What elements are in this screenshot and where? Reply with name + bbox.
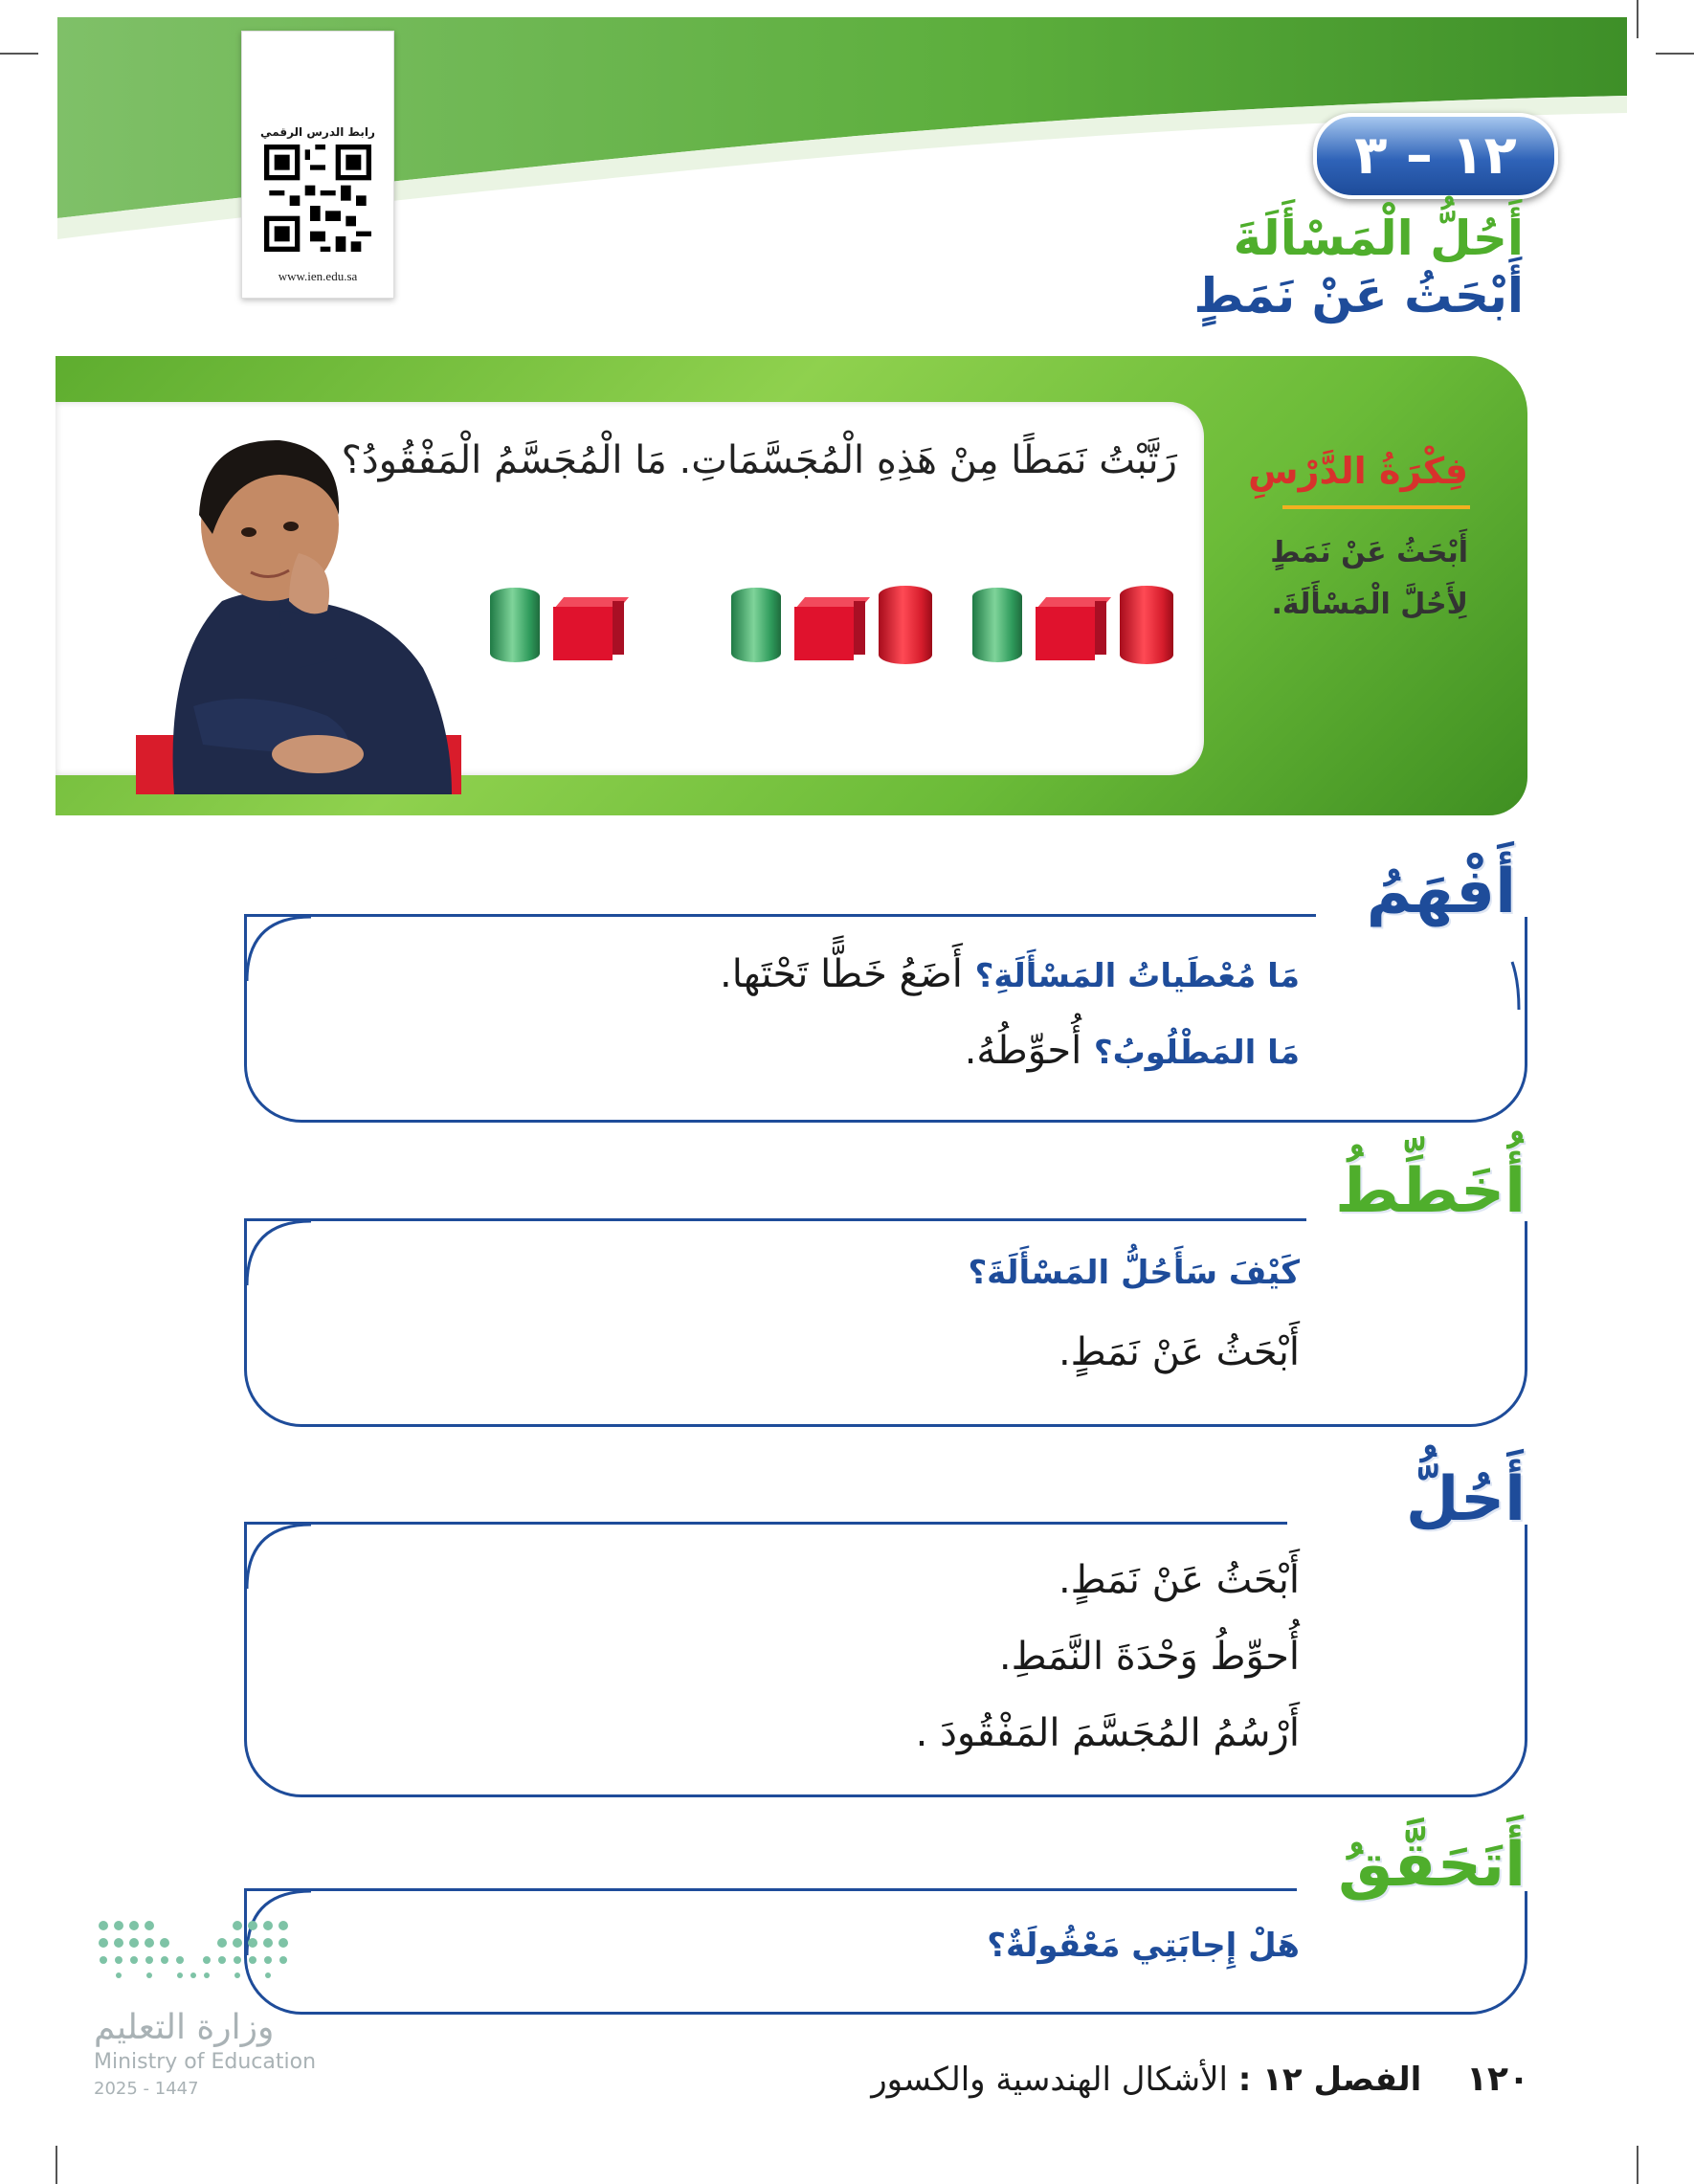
ministry-logo-icon — [94, 1914, 304, 2000]
box-corner — [244, 914, 311, 981]
red-cube — [794, 597, 867, 660]
check-box — [244, 1891, 1527, 2015]
section-title-understand: أَفْهَمُ — [1366, 857, 1516, 927]
green-cylinder — [972, 588, 1022, 662]
understand-box — [244, 917, 1527, 1123]
green-cylinder — [490, 588, 540, 662]
red-cylinder — [879, 586, 932, 664]
solve-line-1: أَبْحَثُ عَنْ نَمَطٍ. — [1058, 1558, 1300, 1602]
lesson-heading-blue: أَبْحَثُ عَنْ نَمَطٍ — [1193, 268, 1524, 323]
understand-question-2: مَا المَطْلُوبُ؟ — [1093, 1034, 1300, 1072]
section-title-check: أَتَحَقَّقُ — [1338, 1830, 1526, 1901]
understand-question-1: مَا مُعْطَياتُ المَسْأَلَةِ؟ — [974, 957, 1300, 995]
qr-code-icon[interactable] — [264, 145, 371, 252]
qr-url: www.ien.edu.sa — [278, 269, 358, 283]
plan-line-1 — [968, 1249, 1300, 1293]
crop-mark — [56, 2146, 57, 2184]
understand-answer-2: أُحوِّطُهُ. — [964, 1029, 1082, 1073]
understand-line-2 — [965, 1029, 1300, 1073]
lesson-idea-title: فِكْرَةُ الدَّرْسِ — [1248, 450, 1468, 492]
solve-line-2: أُحوِّطُ وَحْدَةَ النَّمَطِ. — [998, 1635, 1300, 1679]
lesson-idea-line: لِأَحُلَّ الْمَسْأَلَةَ. — [1271, 588, 1468, 621]
boy-thinking-illustration — [136, 419, 480, 794]
plan-box — [244, 1221, 1527, 1427]
check-question-1: هَلْ إِجابَتِي مَعْقُولَةٌ؟ — [987, 1927, 1300, 1965]
plan-line-2 — [1059, 1330, 1300, 1374]
chapter-title: الأشكال الهندسية والكسور — [871, 2061, 1228, 2099]
page-footer — [871, 2060, 1529, 2099]
solve-box — [244, 1525, 1527, 1797]
understand-answer-1: أَضَعُ خَطًّا تَحْتَها. — [720, 952, 963, 996]
green-cylinder — [731, 588, 781, 662]
problem-question: رَتَّبْتُ نَمَطًا مِنْ هَذِهِ الْمُجَسَّمَاتِ. مَا الْمُجَسَّمُ الْمَفْقُودُ؟ — [341, 438, 1177, 482]
understand-line-1 — [720, 952, 1300, 996]
page-number: ١٢٠ — [1466, 2060, 1529, 2099]
solve-line-3: أَرْسُمُ المُجَسَّمَ المَفْقُودَ . — [915, 1711, 1300, 1755]
ministry-name-ar: وزارة التعليم — [94, 2008, 275, 2047]
ministry-year: 2025 - 1447 — [94, 2079, 199, 2099]
qr-card[interactable] — [241, 31, 394, 299]
red-cylinder — [1120, 586, 1173, 664]
box-corner — [244, 1522, 311, 1589]
section-title-solve: أَحُلُّ — [1405, 1464, 1526, 1535]
lesson-idea-line: أَبْحَثُ عَنْ نَمَطٍ — [1270, 536, 1468, 569]
box-corner — [1455, 943, 1522, 1010]
plan-question-1: كَيْفَ سَأَحُلُّ المَسْأَلَةَ؟ — [968, 1254, 1300, 1292]
check-line-1 — [987, 1922, 1300, 1966]
lesson-heading-green: أَحُلُّ الْمَسْأَلَةَ — [1233, 211, 1524, 266]
plan-answer-1: أَبْحَثُ عَنْ نَمَطٍ. — [1058, 1330, 1300, 1374]
crop-mark — [1637, 2146, 1638, 2184]
chapter-label: الفصل ١٢ : — [1237, 2061, 1422, 2099]
qr-caption: رابط الدرس الرقمي — [260, 125, 375, 139]
lesson-idea-underline — [1282, 505, 1470, 509]
box-corner — [244, 1218, 311, 1285]
red-cube — [1036, 597, 1108, 660]
red-cube — [553, 597, 626, 660]
ministry-name-en: Ministry of Education — [94, 2050, 317, 2074]
lesson-number-badge: ١٢ – ٣ — [1313, 113, 1558, 199]
section-title-plan: أُخَطِّطُ — [1335, 1156, 1526, 1227]
